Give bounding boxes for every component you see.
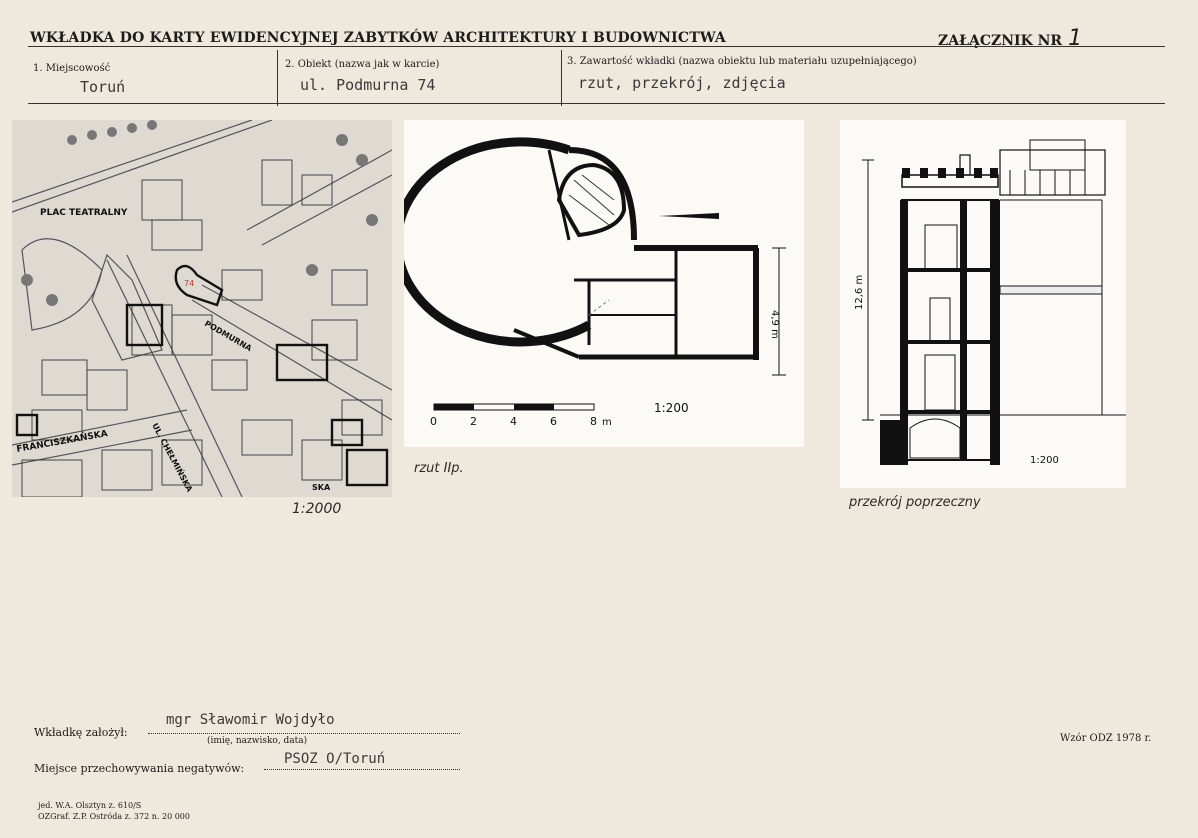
plan-scale-tick-6: 6 [550, 415, 557, 428]
print-line-1: jed. W.A. Olsztyn z. 610/S [38, 801, 142, 810]
negatives-label: Miejsce przechowywania negatywów: [34, 762, 245, 775]
cross-section-drawing [840, 120, 1126, 488]
site-map [12, 120, 392, 497]
floor-plan-drawing [404, 120, 804, 447]
annex-label: ZAŁĄCZNIK NR [938, 33, 1063, 49]
map-label-franciszkanska: FRANCISZKAŃSKA [15, 429, 109, 455]
founder-value: mgr Sławomir Wojdyło [166, 712, 335, 728]
section-caption: przekrój poprzeczny [849, 495, 981, 510]
plan-scale-tick-4: 4 [510, 415, 517, 428]
section-scale: 1:200 [1030, 455, 1059, 466]
negatives-value: PSOZ O/Toruń [284, 751, 386, 767]
map-label-plac: PLAC TEATRALNY [40, 208, 128, 218]
plan-scale-tick-8: 8 [590, 415, 597, 428]
site-map-drawing [12, 120, 392, 497]
map-label-ska: SKA [312, 483, 331, 492]
map-label-chelminska: UL. CHEŁMIŃSKA [150, 421, 195, 494]
floor-plan [404, 120, 804, 447]
print-line-2: OZGraf. Z.P. Ostróda z. 372 n. 20 000 [38, 812, 190, 821]
object-value: ul. Podmurna 74 [300, 76, 436, 94]
negatives-line [264, 769, 460, 770]
founder-line [148, 733, 460, 734]
plan-scale-tick-2: 2 [470, 415, 477, 428]
card-title: WKŁADKA DO KARTY EWIDENCYJNEJ ZABYTKÓW ARCHITEKTURY I BUDOWNICTWA [30, 30, 726, 46]
locality-label: 1. Miejscowość [33, 63, 111, 74]
contents-value: rzut, przekrój, zdjęcia [578, 74, 786, 92]
plan-scale: 1:200 [654, 401, 689, 415]
plan-scale-unit: m [602, 417, 612, 428]
map-object-marker: 74 [184, 279, 195, 288]
plan-caption: rzut IIp. [414, 461, 464, 476]
plan-dimension: 4,9 m [769, 310, 780, 339]
section-dimension: 12,6 m [854, 274, 865, 310]
locality-value: Toruń [80, 78, 126, 96]
contents-label: 3. Zawartość wkładki (nazwa obiektu lub materiału uzupełniającego) [567, 56, 917, 67]
map-label-podmurna: PODMURNA [203, 318, 254, 354]
annex-number-value: 1 [1068, 26, 1083, 51]
founder-label: Wkładkę założył: [34, 726, 128, 739]
fields-rule [28, 103, 1165, 104]
plan-scale-tick-0: 0 [430, 415, 437, 428]
field-divider-1 [277, 50, 278, 106]
cross-section [840, 120, 1126, 488]
template-version: Wzór ODZ 1978 r. [1060, 733, 1152, 744]
map-scale: 1:2000 [292, 501, 342, 517]
header-rule [28, 46, 1165, 47]
annex-number [938, 26, 1082, 51]
founder-hint: (imię, nazwisko, data) [207, 736, 308, 746]
object-label: 2. Obiekt (nazwa jak w karcie) [285, 59, 440, 70]
field-divider-2 [561, 50, 562, 106]
